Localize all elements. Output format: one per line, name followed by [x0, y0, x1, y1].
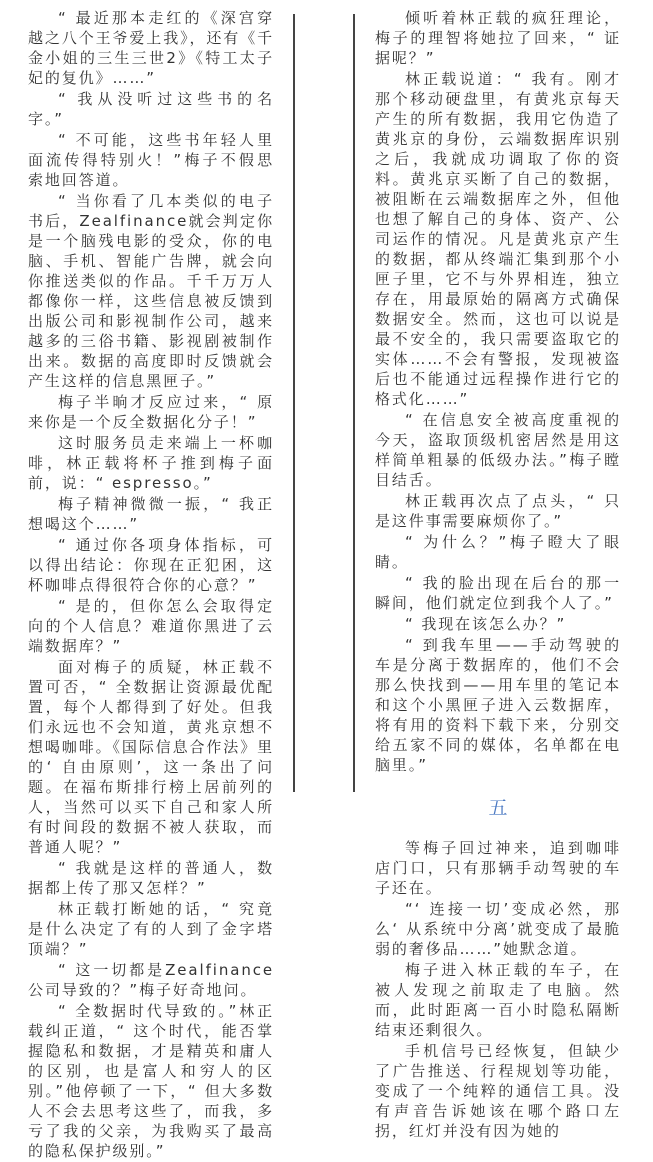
- paragraph: 这时服务员走来端上一杯咖啡，林正载将杯子推到梅子面前，说：“ espresso。”: [28, 434, 274, 492]
- right-column: [375, 8, 621, 1142]
- paragraph: “ 为什么？”梅子瞪大了眼睛。: [375, 533, 621, 571]
- paragraph: 梅子精神微微一振，“ 我正想喝这个……”: [28, 495, 274, 533]
- paragraph: 倾听着林正载的疯狂理论，梅子的理智将她拉了回来，“ 证据呢？”: [375, 9, 621, 67]
- paragraph: “ 全数据时代导致的。”林正载纠正道，“ 这个时代，能否掌握隐私和数据，才是精英和庸人的区别，也是富人和穷人的区别。”他停顿了一下，“ 但大多数人不会去思考这些了，而我，多亏了我的父亲，为我购买了最高的隐私保护级别。”: [28, 1002, 274, 1160]
- paragraph: “ 我的脸出现在后台的那一瞬间，他们就定位到我个人了。”: [375, 574, 621, 612]
- paragraph: 林正载打断她的话，“ 究竟是什么决定了有的人到了金字塔顶端？”: [28, 900, 274, 958]
- left-column: [28, 8, 274, 1162]
- paragraph: 等梅子回过神来，追到咖啡店门口，只有那辆手动驾驶的车子还在。: [375, 839, 621, 897]
- paragraph: “ 在信息安全被高度重视的今天，盗取顶级机密居然是用这样简单粗暴的低级办法。”梅子瞠目结舌。: [375, 411, 621, 489]
- chapter-heading: 五: [488, 797, 508, 819]
- paragraph: 林正载说道：“ 我有。刚才那个移动硬盘里，有黄兆京每天产生的所有数据，我用它伪造了黄兆京的身份，云端数据库识别之后，我就成功调取了你的资料。黄兆京买断了自己的数据，被阻断在云端数据库之外，但他也想了解自己的身体、资产、公司运作的情况。凡是黄兆京产生的数据，都从终端汇集到那个小匣子里，它不与外界相连，独立存在，用最原始的隔离方式确保数据安全。然而，这也可以说是最不安全的，我只需要盗取它的实体……不会有警报，发现被盗后也不能通过远程操作进行它的格式化……”: [375, 70, 621, 408]
- paragraph: “ 不可能，这些书年轻人里面流传得特别火！”梅子不假思索地回答道。: [28, 131, 274, 189]
- paragraph: “ 我从没听过这些书的名字。”: [28, 90, 274, 128]
- paragraph: 梅子进入林正载的车子，在被人发现之前取走了电脑。然而，此时距离一百小时隐私隔断结束还剩很久。: [375, 961, 621, 1039]
- paragraph: “ 最近那本走红的《深宫穿越之八个王爷爱上我》，还有《千金小姐的三生三世2》《特工太子妃的复仇》……”: [28, 9, 275, 87]
- paragraph: “ 我就是这样的普通人，数据都上传了那又怎样？”: [28, 859, 274, 897]
- paragraph: “ 到我车里——手动驾驶的车是分离于数据库的，他们不会那么快找到——用车里的笔记本和这个小黑匣子进入云数据库，将有用的资料下载下来，分别交给五家不同的媒体，名单都在电脑里。”: [375, 636, 621, 774]
- paragraph: 手机信号已经恢复，但缺少了广告推送、行程规划等功能，变成了一个纯粹的通信工具。没有声音告诉她该在哪个路口左拐，红灯并没有因为她的: [375, 1042, 621, 1140]
- paragraph: “ 当你看了几本类似的电子书后，Zealfinance就会判定你是一个脑残电影的受众，你的电脑、手机、智能广告牌，就会向你推送类似的作品。千千万万人都像你一样，这些信息被反馈到出版公司和影视制作公司，越来越多的三俗书籍、影视剧被制作出来。数据的高度即时反馈就会产生这样的信息黑匣子。”: [28, 192, 274, 390]
- paragraph: “ 是的，但你怎么会取得定向的个人信息？难道你黑进了云端数据库？”: [28, 597, 274, 655]
- paragraph: “ 我现在该怎么办？”: [405, 615, 567, 633]
- paragraph: “‘ 连接一切’变成必然，那么‘ 从系统中分离’就变成了最脆弱的奢侈品……”她默念道。: [375, 900, 621, 958]
- paragraph: “ 这一切都是Zealfinance公司导致的？”梅子好奇地问。: [28, 961, 274, 999]
- column-divider-right: [353, 14, 355, 792]
- paragraph: “ 通过你各项身体指标，可以得出结论：你现在正犯困，这杯咖啡点得很符合你的心意？”: [28, 536, 274, 594]
- paragraph: 面对梅子的质疑，林正载不置可否，“ 全数据让资源最优配置，每个人都得到了好处。但我们永远也不会知道，黄兆京想不想喝咖啡。《国际信息合作法》里的‘ 自由原则’，这一条出了问题。在福布斯排行榜上居前列的人，当然可以买下自己和家人所有时间段的数据不被人获取，而普通人呢？”: [28, 658, 275, 856]
- column-divider-left: [293, 14, 295, 792]
- paragraph: 梅子半晌才反应过来，“ 原来你是一个反全数据化分子！”: [28, 393, 274, 431]
- paragraph: 林正载再次点了点头，“ 只是这件事需要麻烦你了。”: [375, 492, 621, 530]
